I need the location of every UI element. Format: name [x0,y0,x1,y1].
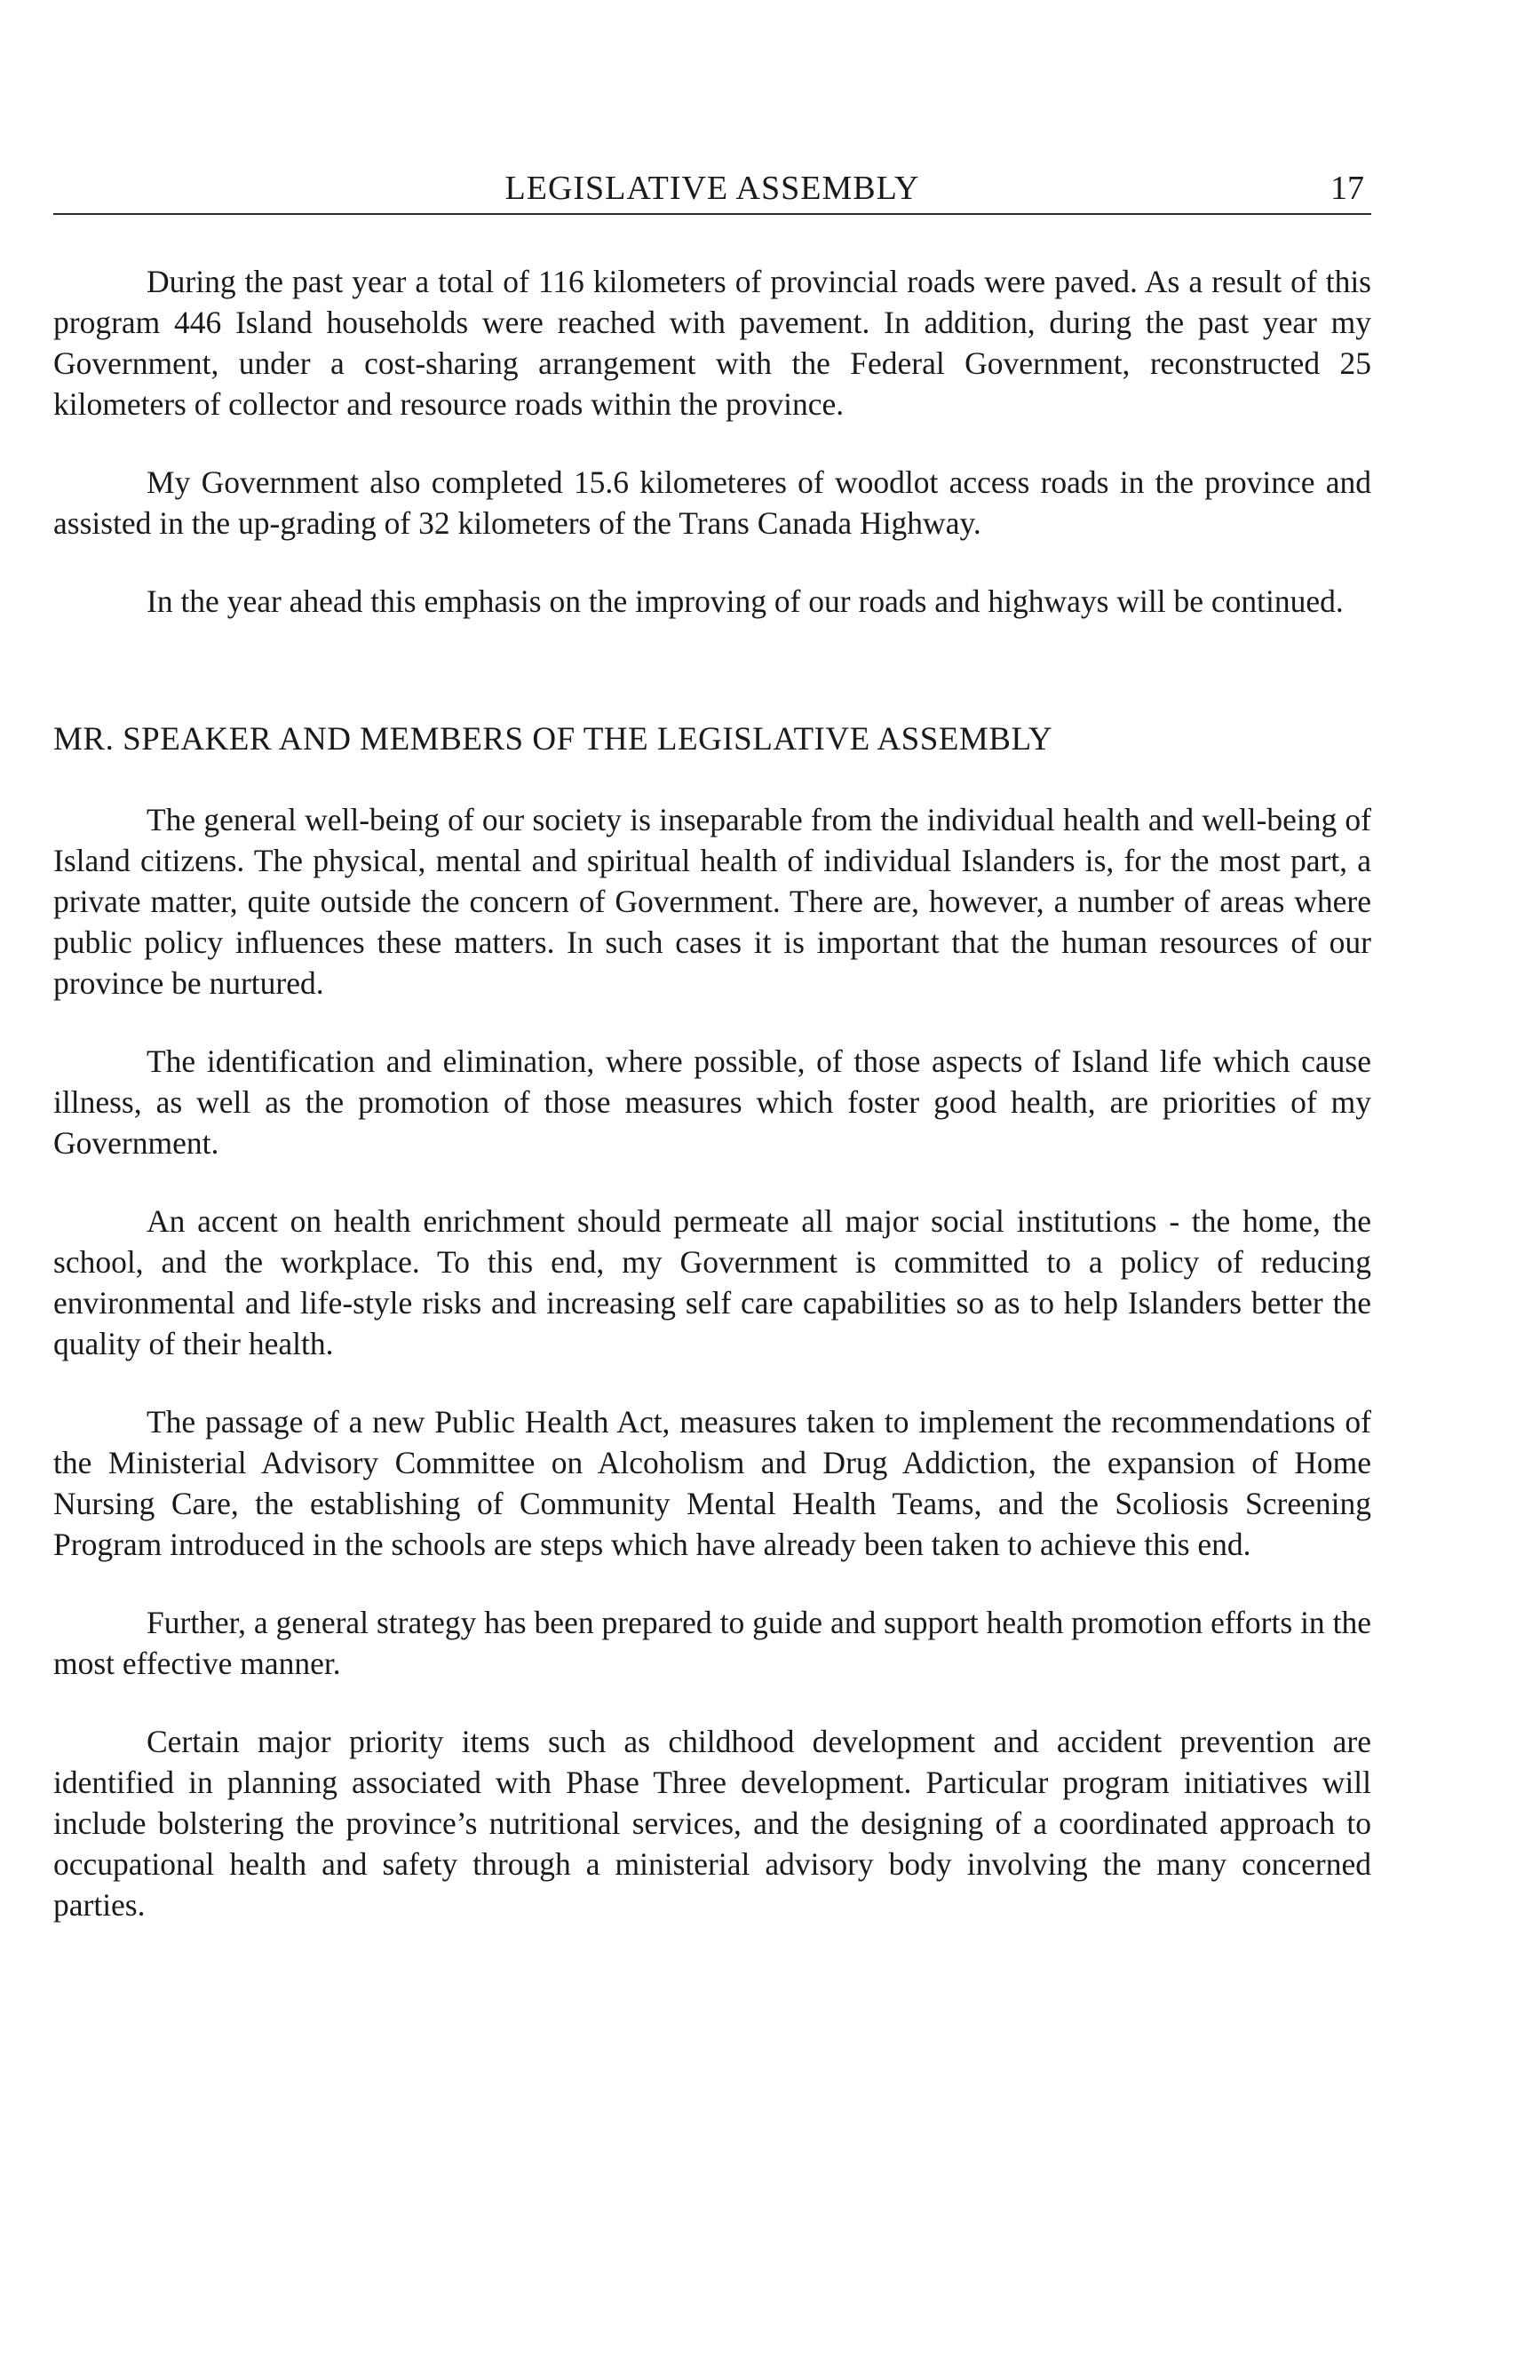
paragraph-general-wellbeing: The general well-being of our society is inseparable from the individual health and well-being of Island citizens. The physical, mental and spiritual health of individual Islanders is, for the most part, a private matter, quite outside the concern of Government. There are, however, a number of areas where public policy influences these matters. In such cases it is important that the human resources of our province be nurtured. [53,802,1371,1001]
paragraph-public-health-act: The passage of a new Public Health Act, measures taken to implement the recommendations of the Ministerial Advisory Committee on Alcoholism and Drug Addiction, the expansion of Home Nursing Care, the establishing of Community Mental Health Teams, and the Scoliosis Screening Program introduced in the schools are steps which have already been taken to achieve this end. [53,1404,1371,1562]
running-title: LEGISLATIVE ASSEMBLY [504,170,920,207]
paragraph-priority-items: Certain major priority items such as childhood development and accident prevention are identified in planning associated with Phase Three development. Particular program initiatives will include bolstering the province’s nutritional services, and the designing of a coordinated approach to occupational health and safety through a ministerial advisory body involving the many concerned parties. [53,1724,1371,1923]
document-page [53,160,1371,1963]
paragraph-illness-elimination: The identification and elimination, where possible, of those aspects of Island life which cause illness, as well as the promotion of those measures which foster good health, are priorities of my Government. [53,1043,1371,1161]
paragraph-health-strategy: Further, a general strategy has been prepared to guide and support health promotion efforts in the most effective manner. [53,1605,1371,1681]
paragraph-roads-continued: In the year ahead this emphasis on the improving of our roads and highways will be continued. [147,583,1344,619]
section-heading: MR. SPEAKER AND MEMBERS OF THE LEGISLATIVE ASSEMBLY [53,721,1053,758]
paragraph-woodlot-roads: My Government also completed 15.6 kilometeres of woodlot access roads in the province and assisted in the up-grading of 32 kilometers of the Trans Canada Highway. [53,464,1371,541]
paragraph-roads-paved: During the past year a total of 116 kilometers of provincial roads were paved. As a result of this program 446 Island households were reached with pavement. In addition, during the past year my Government, under a cost-sharing arrangement with the Federal Government, reconstructed 25 kilometers of collector and resource roads within the province. [53,264,1371,422]
running-header [53,160,1371,215]
page-number: 17 [1330,170,1364,207]
document-body [53,261,1371,1925]
paragraph-health-enrichment: An accent on health enrichment should permeate all major social institutions - the home, the school, and the workplace. To this end, my Government is committed to a policy of reducing environmental and life-style risks and increasing self care capabilities so as to help Islanders better the quality of their health. [53,1203,1371,1361]
